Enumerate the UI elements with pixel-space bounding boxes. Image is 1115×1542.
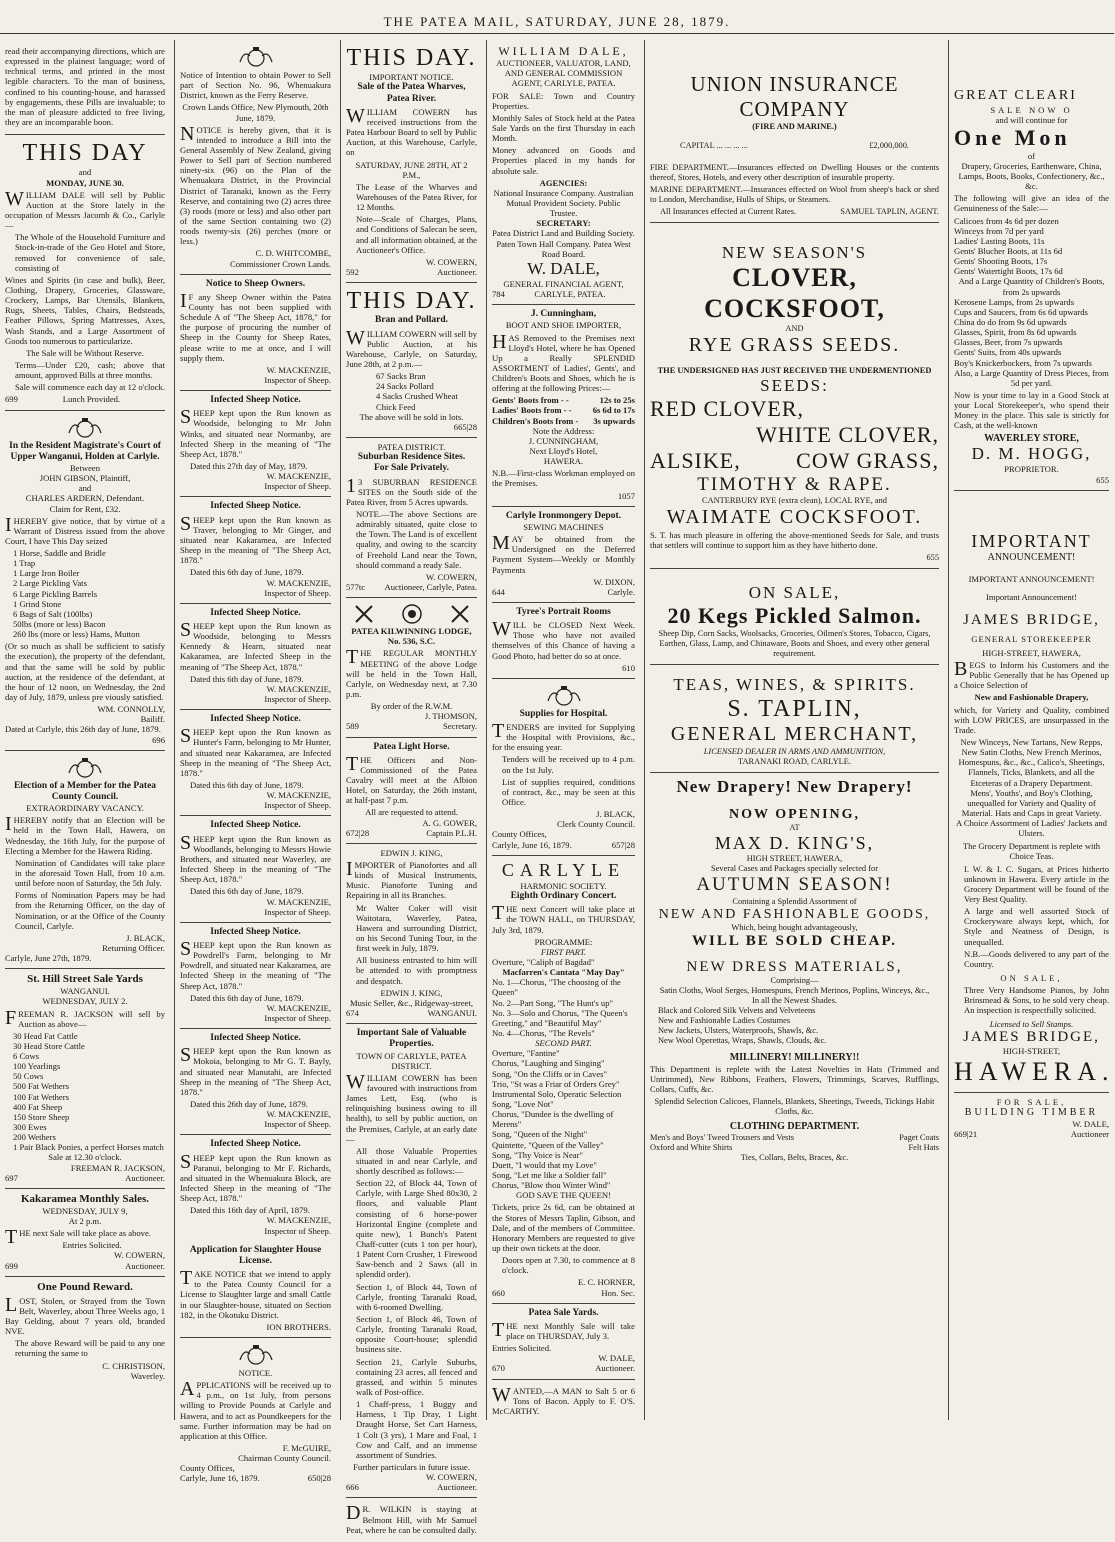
- sthill-items: [5, 1031, 165, 1153]
- notice-date: Dated this 6th day of June, 1879.: [190, 780, 304, 791]
- infected-sheep-notice: [180, 923, 331, 1029]
- column-6: [948, 40, 1114, 1420]
- column-4: [486, 40, 640, 1420]
- pills-ad: read their accompanying directions, which are expressed in the plainest language; word of technical terms, and printed in the most legible characters. To the man of business, confined to his counting-house, and harassed by engagements, these Pills are invaluable; to the man of pleasure addicted to free living, they are an incomparable boon.: [5, 40, 165, 135]
- column-3: [340, 40, 482, 1535]
- notice-title: Infected Sheep Notice.: [210, 395, 301, 406]
- list-item: Overture, "Fantine": [492, 1048, 560, 1059]
- list-item: 67 Sacks Bran: [376, 371, 426, 382]
- list-item: 30 Head Store Cattle: [13, 1040, 85, 1051]
- infected-sheep-notice: [180, 710, 331, 816]
- velvets-list: [650, 1006, 939, 1046]
- inspector-name: W. MACKENZIE,: [266, 683, 331, 694]
- list-item: Ladies' Lasting Boots, 11s: [954, 235, 1045, 246]
- price-value: 3s upwards: [593, 415, 635, 426]
- dale-ad: WILLIAM DALE, AUCTIONEER, VALUATOR, LAND, AND GENERAL COMMISSION AGENT, CARLYLE, PATEA. FOR SALE: Town and Country Properties. Monthly Sales of Stock held at the Patea Sale Yards on the first Thursday in each Month. Money advanced on Goods and Properties placed in my hands for absolute sale. AGENCIES: National Insurance Company. Australian Mutual Provident Society. Public Trustee. SECRETARY: Patea District Land and Building Society. Paten Town Hall Company. Patea West Road Board. W. DALE, GENERAL FINANCIAL AGENT, 784 CARLYLE, PATEA.: [492, 40, 635, 305]
- price-item: Ladies' Boots from - -: [492, 405, 572, 416]
- list-item: Black and Colored Silk Velvets and Velveteens: [658, 1006, 816, 1016]
- tyree-ad: Tyree's Portrait Rooms WILL be CLOSED Next Week. Those who have not availed themselves of this Chance of having a Good Photo, had better do so at once. 610: [492, 603, 635, 679]
- list-item: Section 1, of Block 44, Town of Carlyle, fronting Taranaki Road, with 6-roomed Dwelling.: [356, 1281, 477, 1312]
- list-item: Section 22, of Block 44, Town of Carlyle, with Large Shed 80x30, 2 floors, and valuable Plant consisting of 6 horse-power Horizontal Engine (complete and quite new), 1 Bunch's Patent Chaff-cutter (cuts 1 ton per hour), 1 Patent Corn Crusher, 1 Firewood Saw-bench and 2 Saws (all in splendid order).: [356, 1178, 477, 1280]
- notice-title: Infected Sheep Notice.: [210, 501, 301, 512]
- property-sections: [346, 1178, 477, 1397]
- list-item: New and Fashionable Ladies Costumes: [658, 1015, 791, 1025]
- list-item: China do do from 9s 6d upwards: [954, 317, 1067, 327]
- clearance-prices-2: [954, 297, 1109, 368]
- infected-sheep-notice: [180, 497, 331, 603]
- kings-drapery-ad: New Drapery! New Drapery! NOW OPENING, AT MAX D. KING'S, HIGH STREET, HAWERA, Several Cases and Packages specially selected for AUTUMN SEASON! Containing a Splendid Assortment of NEW AND FASHIONABLE GOODS, Which, being bought advantageously, WILL BE SOLD CHEAP. NEW DRESS MATERIALS, Comprising— Satin Cloths, Wool Serges, Homespuns, French Merinos, Poplins, Winceys, &c., In all the Newest Shades. Black and Colored Silk Velvets and Velveteens New and Fashionable Ladies Costumes New Jackets, Ulsters, Waterproofs, Shawls, &c. New Wool Operettas, Wraps, Shawls, Clouds, &c. MILLINERY! MILLINERY!! This Department is replete with the Latest Novelties in Hats (Trimmed and Untrimmed), New Ribbons, Feathers, Flowers, Trimmings, Scarves, Rufflings, Collars, Cuffs, &c. Splendid Selection Calicoes, Flannels, Blankets, Sheetings, Tweeds, Tickings Habit Cloths, &c. CLOTHING DEPARTMENT. Men's and Boys' Tweed Trousers and Vests Paget Coats Oxford and White Shirts Felt Hats Ties, Collars, Belts, Braces, &c.: [650, 776, 939, 1162]
- ferry-ad: Notice of Intention to obtain Power to Sell part of Section No. 96, Whenuakura District, known as the Ferry Reserve. Crown Lands Office, New Plymouth, 20th June, 1879. NOTICE is hereby given, that it is intended to introduce a Bill into the General Assembly of New Zealand, giving Power to Sell part of Section numbered ninety-six (96) on the Plan of the Whenuakura District, in the Provincial District of Taranaki, known as the Ferry Reserve, and containing two (2) acres three (3) roods (more or less) and also other part of the same Section containing two (2) roods twenty-six (26) perches (more or less.) C. D. WHITCOMBE, Commissioner Crown Lands.: [180, 40, 331, 275]
- notice-title: Infected Sheep Notice.: [210, 607, 301, 618]
- list-item: Section 21, Carlyle Suburbs, containing 23 acres, all fenced and grassed, and within 5 minutes walk of Post-office.: [356, 1356, 477, 1398]
- wharves-ad: THIS DAY. IMPORTANT NOTICE. Sale of the Patea Wharves, Patea River. WILLIAM COWERN has received instructions from the Patea Harbour Board to sell by Public Auction, at this Warehouse, Carlyle, on SATURDAY, JUNE 28TH, AT 2 P.M., The Lease of the Wharves and Warehouses of the Patea River, for 12 Months. Note—Scale of Charges, Plans, and Conditions of Salecan be seen, and all information obtained, at the Auctioneer's Office. W. COWERN, 592 Auctioneer.: [346, 40, 477, 283]
- wilkin-ad: DR. WILKIN is staying at Belmont Hill, with Mr Samuel Peat, where he can be consulted daily.: [346, 1502, 477, 1535]
- bran-items: [346, 371, 477, 412]
- list-item: No. 1—Chorus, "The choosing of the Queen": [492, 977, 621, 998]
- inspector-role: Inspector of Sheep.: [264, 481, 331, 492]
- kakaramea-ad: Kakaramea Monthly Sales. WEDNESDAY, JULY 9, At 2 p.m. THE next Sale will take place as above. Entries Solicited. W. COWERN, 699 Auctioneer.: [5, 1189, 165, 1277]
- court-ad: In the Resident Magistrate's Court of Upper Wanganui, Holden at Carlyle. Between JOHN GIBSON, Plaintiff, and CHARLES ARDERN, Defendant. Claim for Rent, £32. IHEREBY give notice, that by virtue of a Warrant of Distress issued from the above Court, I have This Day seized 1 Horse, Saddle and Bridle 1 Trap 1 Large Iron Boiler 2 Large Pickling Vats 6 Large Pickling Barrels 1 Grind Stone 6 Bags of Salt (100lbs) 50lbs (more or less) Bacon 260 lbs (more or less) Hams, Mutton (Or so much as shall be sufficient to satisfy the execution), the property of the defendant, and that the same will be sold by public auction, at the residence of the defendant, at the hour of 12 noon, on Wednesday, the 2nd day of July, 1879, unless pre viously satisfied. WM. CONNOLLY, Bailiff. Dated at Carlyle, this 26th day of June, 1879. 696: [5, 411, 165, 751]
- notice-title: Infected Sheep Notice.: [210, 1033, 301, 1044]
- notice-title: Infected Sheep Notice.: [210, 820, 301, 831]
- pound-notice-ad: NOTICE. APPLICATIONS will be received up to 4 p.m., on 1st July, from persons willing to Provide Pounds at Carlyle and Hawera, and to act as Poundkeepers for the same. Further information may be had on application at this Office. F. McGUIRE, Chairman County Council. County Offices, Carlyle, June 16, 1879. 650|28: [180, 1338, 331, 1489]
- list-item: 24 Sacks Pollard: [376, 381, 434, 392]
- list-item: 6 Cows: [13, 1051, 40, 1062]
- list-item: 400 Fat Sheep: [13, 1101, 63, 1112]
- notice-body: SHEEP kept upon the Run known as Woodside, belonging to Messrs Kennedy & Hearn, situated near Kakaramea, are Infected Sheep in the meaning of "The Sheep Act, 1878.": [180, 619, 331, 672]
- notice-body: SHEEP kept upon the Run known as Woodlands, belonging to Messrs Howie Brothers, and situated near Waverley, are Infected Sheep in the meaning of "The Sheep Act, 1878.": [180, 831, 331, 885]
- column-1: [0, 40, 170, 1420]
- list-item: 500 Fat Wethers: [13, 1081, 69, 1092]
- royal-crest-icon: [236, 1344, 276, 1366]
- list-item: 1 Pair Black Ponies, a perfect Horses match: [13, 1142, 164, 1153]
- list-item: 6 Large Pickling Barrels: [13, 588, 98, 599]
- list-item: Boy's Knickerbockers, from 7s upwards: [954, 357, 1092, 368]
- list-item: 100 Fat Wethers: [13, 1091, 69, 1102]
- programme-part-2: [492, 1048, 635, 1190]
- list-item: 260 lbs (more or less) Hams, Mutton: [13, 629, 140, 640]
- election-ad: Election of a Member for the Patea County Council. EXTRAORDINARY VACANCY. IHEREBY notify that an Election will be held in the Town Hall, Hawera, on Wednesday, the 16th July, for the purpose of Electing a Member for the Hawera Riding. Nomination of Candidates will take place in the aforesaid Town Hall, from 10 a.m. until before noon of Saturday, the 5th July. Forms of Nomination Papers may be had from the Returning Officer, on the day of Nomination, or at the Office of the County Council, Carlyle. J. BLACK, Returning Officer. Carlyle, June 27th, 1879.: [5, 751, 165, 970]
- notice-date: Dated this 6th day of June, 1879.: [190, 886, 304, 897]
- list-item: Glasses, Beer, from 7s upwards: [954, 337, 1063, 348]
- sale-ad: THIS DAY and MONDAY, JUNE 30. WILLIAM DALE will sell by Public Auction at the Store lately in the occupation of Messrs Jacomb & Co., Carlyle— The Whole of the Household Furniture and Stock-in-trade of the Geo Hotel and Store, removed for convenience of sale, consisting of Wines and Spirits (in case and bulk), Beer, Clothing, Drapery, Groceries, Glassware, Crockery, Lamps, Bar Utensils, Blankets, Rugs, Sheets, Tables, Chairs, Bedsteads, Feather Pillows, Spring Mattresses, Axes, Wash Stands, and a Large Assortment of Goods too numerous to particularize. The Sale will be Without Reserve. Terms—Under £20, cash; above that amount, approved Bills at three months. Sale will commence each day at 12 o'clock. 699 Lunch Provided.: [5, 135, 165, 410]
- list-item: 6 Bags of Salt (100lbs): [13, 608, 93, 619]
- infected-sheep-notice: [180, 604, 331, 710]
- infected-sheep-notice: [180, 391, 331, 497]
- list-item: No. 2—Part Song, "The Hunt's up": [492, 997, 613, 1008]
- sthill-ad: St. Hill Street Sale Yards WANGANUI. WEDNESDAY, JULY 2. FREEMAN R. JACKSON will sell by Auction as above— 30 Head Fat Cattle 30 Head Store Cattle 6 Cows 100 Yearlings 50 Cows 500 Fat Wethers 100 Fat Wethers 400 Fat Sheep 150 Store Sheep 300 Ewes 200 Wethers 1 Pair Black Ponies, a perfect Horses match Sale at 12.30 o'clock. FREEMAN R. JACKSON, 697 Auctioneer.: [5, 969, 165, 1189]
- notice-date: Dated this 6th day of June, 1879.: [190, 567, 304, 578]
- masthead: THE PATEA MAIL, SATURDAY, JUNE 28, 1879.: [0, 0, 1114, 34]
- timber-ad: FOR SALE, BUILDING TIMBER W. DALE, 669|21 Auctioneer: [954, 1097, 1109, 1140]
- list-item: 150 Store Sheep: [13, 1111, 70, 1122]
- inspector-role: Inspector of Sheep.: [264, 587, 331, 598]
- list-item: Duett, "I would that my Love": [492, 1159, 597, 1170]
- list-item: Trio, "St was a Friar of Orders Grey": [492, 1078, 620, 1089]
- notice-date: Dated this 16th day of April, 1879.: [190, 1205, 310, 1216]
- masonic-emblem-icon: [352, 602, 472, 626]
- notice-body: SHEEP kept upon the Run known as Traver, belonging to Mr Ginger, and situated near Kakaramea, are Infected Sheep in the meaning of "The Sheep Act, 1878.": [180, 512, 331, 566]
- list-item: 50 Cows: [13, 1071, 44, 1082]
- wanted-ad: WANTED,—A MAN to Salt 5 or 6 Tons of Bacon. Apply to F. O'S. McCARTHY.: [492, 1383, 635, 1416]
- list-item: Cups and Saucers, from 6s 6d upwards: [954, 306, 1088, 317]
- price-item: Gents' Boots from - -: [492, 395, 569, 406]
- bridge-ad: IMPORTANT ANNOUNCEMENT! IMPORTANT ANNOUNCEMENT! Important Announcement! JAMES BRIDGE, GENERAL STOREKEEPER HIGH-STREET, HAWERA, BEGS to Inform his Customers and the Public Generally that he has Opened up a Choice Selection of New and Fashionable Drapery, which, for Variety and Quality, combined with LOW PRICES, are unsurpassed in the Trade. New Winceys, New Tartans, New Repps, New Satin Cloths, New French Merinos, Homespuns, &c., &c., Calico's, Sheetings, Flannels, Ticks, Blankets, and all the Etceteras of a Drapery Department. Mens', Youths', and Boy's Clothing, unequalled for Variety and Quality of Material. Hats and Caps in great Variety. A Choice Assortment of Ladies' Jackets and Ulsters. The Grocery Department is replete with Choice Teas. I. W. & I. C. Sugars, at Prices hitherto unknown in Hawera. Every article in the Grocery Department will be found of the Very Best Quality. A large and well assorted Stock of Crockeryware always kept, which, for Style and Neatness of Design, is unequalled. N.B.—Goods delivered to any part of the Country. ON SALE, Three Very Handsome Pianos, by John Brinsmead & Sons, to be sold very cheap. An inspection is respectfully solicited. Licensed to Sell Stamps. JAMES BRIDGE, HIGH-STREET, HAWERA.: [954, 491, 1109, 1094]
- column-5: [644, 40, 944, 1420]
- inspector-role: Inspector of Sheep.: [264, 693, 331, 704]
- list-item: 1 Trap: [13, 558, 36, 569]
- notice-body: SHEEP kept upon the Run known as Hunter's Farm, belonging to Mr Hunter, and situated near Kakaramea, are Infected Sheep in the meaning of "The Sheep Act, 1878.": [180, 725, 331, 778]
- list-item: 1 Large Iron Boiler: [13, 568, 80, 579]
- clearance-ad: GREAT CLEARI SALE NOW O and will continue for One Mon of Drapery, Groceries, Earthenware, China, Lamps, Boots, Books, Confectionery, &c., &c. The following will give an idea of the Genuineness of the Sale:— Calicoes from 4s 6d per dozen Winceys from 7d per yard Ladies' Lasting Boots, 11s Gents' Blucher Boots, at 11s 6d Gents' Shooting Boots, 17s Gents' Watertight Boots, 17s 6d And a Large Quantity of Children's Boots, from 2s upwards Kerosene Lamps, from 2s upwards Cups and Saucers, from 6s 6d upwards China do do from 9s 6d upwards Glasses, Spirit, from 8s 6d upwards Glasses, Beer, from 7s upwards Gents' Suits, from 40s upwards Boy's Knickerbockers, from 7s upwards Also, a Large Quantity of Dress Pieces, from 5d per yard. Now is your time to lay in a Good Stock at your Local Storekeeper's, who spend their Money in the place. This sale is strictly for Cash, at the well-known WAVERLEY STORE, D. M. HOGG, PROPRIETOR. 655: [954, 40, 1109, 491]
- infected-sheep-notice: [180, 816, 331, 922]
- list-item: 2 Large Pickling Vats: [13, 578, 87, 589]
- lighthorse-ad: Patea Light Horse. THE Officers and Non-Commissioned of the Patea Cavalry will meet at the Albion Hotel, on Saturday, the 26th instant, at half-past 7 p.m. All are requested to attend. A. G. GOWER, 672|28 Captain P.L.H.: [346, 738, 477, 844]
- bran-ad: THIS DAY. Bran and Pollard. WILLIAM COWERN will sell by Public Auction, at his Warehouse, Carlyle, on Saturday, June 28th, at 2 p.m.— 67 Sacks Bran 24 Sacks Pollard 4 Sacks Crushed Wheat Chick Feed The above will be sold in lots. 665|28: [346, 283, 477, 438]
- list-item: 300 Ewes: [13, 1122, 47, 1133]
- notice-body: SHEEP kept upon the Run known as Mokoia, belonging to Mr G. T. Bayly, and situated near Manutahi, are Infected Sheep in the meaning of "The Sheep Act, 1878.": [180, 1044, 331, 1097]
- list-item: Winceys from 7d per yard: [954, 225, 1044, 236]
- hospital-ad: Supplies for Hospital. TENDERS are invited for Supplying the Hospital with Provisions, &c., for the ensuing year. Tenders will be received up to 4 p.m. on the 1st July. List of supplies required, conditions of contract, &c., may be seen at this Office. J. BLACK, Clerk County Council. County Offices, Carlyle, June 16, 1879. 657|28: [492, 679, 635, 856]
- price-row: [492, 416, 635, 426]
- notice-title: Infected Sheep Notice.: [210, 714, 301, 725]
- price-row: [492, 405, 635, 415]
- notice-date: Dated this 6th day of June, 1879.: [190, 992, 304, 1003]
- list-item: New Jackets, Ulsters, Waterproofs, Shawls, &c.: [658, 1025, 819, 1035]
- list-item: Kerosene Lamps, from 2s upwards: [954, 296, 1075, 307]
- inspector-role: Inspector of Sheep.: [264, 800, 331, 811]
- list-item: Song, "Thy Voice is Near": [492, 1149, 583, 1160]
- list-item: 100 Yearlings: [13, 1061, 61, 1072]
- list-item: New Wool Operettas, Wraps, Shawls, Clouds, &c.: [658, 1035, 827, 1045]
- price-item: Children's Boots from -: [492, 415, 579, 426]
- inspector-name: W. MACKENZIE,: [266, 790, 331, 801]
- notice-body: SHEEP kept upon the Run known as Woodside, belonging to Mr John Winks, and situated near Normanby, are Infected Sheep in the meaning of "The Sheep Act, 1878.": [180, 406, 331, 459]
- list-item: Chorus, "Blow thou Winter Wind": [492, 1180, 611, 1191]
- programme-part-1: [492, 977, 635, 1038]
- slaughter-ad: Application for Slaughter House License. TAKE NOTICE that we intend to apply to the Patea County Council for a License to Slaughter large and small Cattle in our Slaughter-house, situated on Section 182, in the Okotuku District. ION BROTHERS.: [180, 1241, 331, 1338]
- notice-body: SHEEP kept upon the Run known as Paranui, belonging to Mr F. Richards, and situated in the Whenuakura Block, are Infected Sheep in the meaning of "The Sheep Act, 1878.": [180, 1150, 331, 1204]
- list-item: Calicoes from 4s 6d per dozen: [954, 215, 1059, 226]
- list-item: Gents' Watertight Boots, 17s 6d: [954, 266, 1063, 277]
- royal-crest-icon: [236, 46, 276, 68]
- sheepowners-ad: Notice to Sheep Owners. IF any Sheep Owner within the Patea County has not been supplied with Schedule A of "The Sheep Act, 1878," for the purpose of procuring the number of Sheep in the County for Sheep Rates, please write to me at once, and I will supply them. W. MACKENZIE, Inspector of Sheep.: [180, 275, 331, 391]
- court-items: [5, 548, 165, 639]
- inspector-name: W. MACKENZIE,: [266, 896, 331, 907]
- list-item: Gents' Suits, from 40s upwards: [954, 347, 1062, 358]
- inspector-name: W. MACKENZIE,: [266, 1215, 331, 1226]
- royal-crest-icon: [65, 417, 105, 439]
- yards-ad: Patea Sale Yards. THE next Monthly Sale will take place on THURSDAY, July 3. Entries Solicited. W. DALE, 670 Auctioneer.: [492, 1304, 635, 1380]
- inspector-name: W. MACKENZIE,: [266, 471, 331, 482]
- inspector-role: Inspector of Sheep.: [264, 906, 331, 917]
- cunningham-ad: J. Cunningham, BOOT AND SHOE IMPORTER, HAS Removed to the Premises next Lloyd's Hotel, where he has Opened Up a Really SPLENDID ASSORTMENT of Ladies', Gents', and Children's Boots and Shoes, which he is offering at the following Prices:— Gents' Boots from - - 12s to 25s Ladies' Boots from - - 6s 6d to 17s Children's Boots from - 3s upwards Note the Address: J. CUNNINGHAM, Next Lloyd's Hotel, HAWERA. N.B.—First-class Workman employed on the Premises. 1057: [492, 305, 635, 507]
- list-item: 50lbs (more or less) Bacon: [13, 619, 106, 630]
- inspector-name: W. MACKENZIE,: [266, 1109, 331, 1120]
- list-item: Gents' Shooting Boots, 17s: [954, 256, 1048, 267]
- price-value: 12s to 25s: [599, 395, 635, 406]
- inspector-role: Inspector of Sheep.: [264, 1225, 331, 1236]
- list-item: 1 Horse, Saddle and Bridle: [13, 548, 106, 559]
- infected-sheep-notice: [180, 1135, 331, 1240]
- list-item: 30 Head Fat Cattle: [13, 1030, 78, 1041]
- boot-prices: [492, 395, 635, 425]
- list-item: Song, "Love Not": [492, 1098, 554, 1109]
- list-item: Chorus, "Dundee is the dwelling of Merens": [492, 1109, 614, 1130]
- notice-title: Infected Sheep Notice.: [210, 926, 301, 937]
- reward-ad: One Pound Reward. LOST, Stolen, or Strayed from the Town Belt, Waverley, about Three Weeks ago, 1 Bay Gelding, about 7 years old, branded NVE. The above Reward will be paid to any one returning the same to C. CHRISTISON, Waverley.: [5, 1280, 165, 1381]
- infected-notices: [180, 391, 331, 1241]
- notice-date: Dated this 6th day of June, 1879.: [190, 673, 304, 684]
- notice-date: Dated this 26th day of June, 1879.: [190, 1099, 308, 1110]
- list-item: Gents' Blucher Boots, at 11s 6d: [954, 246, 1063, 257]
- list-item: No. 3—Solo and Chorus, "The Queen's Greeting," and "Beautiful May": [492, 1007, 628, 1028]
- inspector-role: Inspector of Sheep.: [264, 1119, 331, 1130]
- price-row: [492, 395, 635, 405]
- lodge-ad: PATEA KILWINNING LODGE, No. 536, S.C. THE REGULAR MONTHLY MEETING of the above Lodge will be held in the Town Hall, Carlyle, on Wednesday next, at 7.30 p.m. By order of the R.W.M. J. THOMSON, 589 Secretary.: [346, 598, 477, 737]
- list-item: Section 1, of Block 46, Town of Carlyle, fronting Taranaki Road, opposite Court-house; splendid business site.: [356, 1314, 477, 1355]
- harmonic-ad: CARLYLE HARMONIC SOCIETY. Eighth Ordinary Concert. THE next Concert will take place at the TOWN HALL, on THURSDAY, July 3rd, 1879. PROGRAMME: FIRST PART. Overture, "Caliph of Bagdad" Macfarren's Cantata "May Day" No. 1—Chorus, "The choosing of the Queen" No. 2—Part Song, "The Hunt's up" No. 3—Solo and Chorus, "The Queen's Greeting," and "Beautiful May" No. 4—Chorus, "The Revels" SECOND PART. Overture, "Fantine" Chorus, "Laughing and Singing" Song, "On the Cliffs or in Caves" Trio, "St was a Friar of Orders Grey" Instrumental Solo, Operatic Selection Song, "Love Not" Chorus, "Dundee is the dwelling of Merens" Song, "Queen of the Night" Quintette, "Queen of the Valley" Song, "Thy Voice is Near" Duett, "I would that my Love" Song, "Let me like a Soldier fall" Chorus, "Blow thou Winter Wind" GOD SAVE THE QUEEN! Tickets, price 2s 6d, can be obtained at the Stores of Messrs Taplin, Gibson, and Dale, and of the members of Committee. Honorary Members are requested to give up their own tickets at the door. Doors open at 7.30, to commence at 8 o'clock. E. C. HORNER, 660 Hon. Sec.: [492, 856, 635, 1304]
- notice-title: Infected Sheep Notice.: [210, 1139, 301, 1150]
- clearance-prices: [954, 216, 1109, 277]
- king-ad: EDWIN J. KING, IMPORTER of Pianofortes and all kinds of Musical Instruments, Music. Pianoforte Tuning and Repairing in all its Branches. Mr Walter Coker will visit Waitotara, Waverley, Patea, Hawera and surrounding District, on his Second Tuning Tour, in the first week in July, 1879. All business entrusted to him will be attended to with promptness and despatch. EDWIN J. KING, Music Seller, &c., Ridgeway-street, 674 WANGANUI.: [346, 844, 477, 1024]
- taplin-ad: TEAS, WINES, & SPIRITS. S. TAPLIN, GENERAL MERCHANT, LICENSED DEALER IN ARMS AND AMMUNITION, TARANAKI ROAD, CARLYLE.: [650, 665, 939, 773]
- royal-crest-icon: [544, 685, 584, 707]
- inspector-name: W. MACKENZIE,: [266, 1002, 331, 1013]
- column-2: [174, 40, 336, 1484]
- list-item: Instrumental Solo, Operatic Selection: [492, 1088, 622, 1099]
- suburban-ad: PATEA DISTRICT. Suburban Residence Sites. For Sale Privately. 13 SUBURBAN RESIDENCE SITES on the South side of the Patea River, from 5 Acres upwards. NOTE.—The above Sections are admirably situated, quite close to the Town. The Land is of excellent quality, and owing to the scarcity of Freehold Land near the Town, should command a ready Sale. W. COWERN, 577tc Auctioneer, Carlyle, Patea.: [346, 438, 477, 598]
- list-item: No. 4—Chorus, "The Revels": [492, 1028, 595, 1038]
- seeds-ad: NEW SEASON'S CLOVER, COCKSFOOT, AND RYE GRASS SEEDS. THE UNDERSIGNED HAS JUST RECEIVED THE UNDERMENTIONED SEEDS: RED CLOVER, WHITE CLOVER, ALSIKE, COW GRASS, TIMOTHY & RAPE. CANTERBURY RYE (extra clean), LOCAL RYE, and WAIMATE COCKSFOOT. S. T. has much pleasure in offering the above-mentioned Seeds for Sale, and trusts that settlers will continue to support him as they have hitherto done. 655: [650, 223, 939, 569]
- properties-ad: Important Sale of Valuable Properties. TOWN OF CARLYLE, PATEA DISTRICT. WILLIAM COWERN has been favoured with instructions from James Lett, Esq. (who is relinquishing business owing to ill health), to sell by public auction, on the Premises, Carlyle, at an early date— All those Valuable Properties situated in and near Carlyle, and shortly described as follows:— Section 22, of Block 44, Town of Carlyle, with Large Shed 80x30, 2 floors, and valuable Plant consisting of 6 horse-power Horizontal Engine (complete and quite new), 1 Bunch's Patent Chaff-cutter (cuts 1 ton per hour), 1 Patent Corn Crusher, 1 Firewood Saw-bench and 2 Saws (all in splendid order). Section 1, of Block 44, Town of Carlyle, fronting Taranaki Road, with 6-roomed Dwelling. Section 1, of Block 46, Town of Carlyle, fronting Taranaki Road, opposite Court-house; splendid business site. Section 21, Carlyle Suburbs, containing 23 acres, all fenced and grassed, and within 5 minutes walk of Post-office. 1 Chaff-press, 1 Buggy and Harness, 1 Tip Dray, 1 Light Draught Horse, Set Cart Harness, 1 Colt (3 yrs), 1 Mare and Foal, 1 Cow and Calf, and an immense assortment of Sundries. Further particulars in future issue. W. COWERN, 666 Auctioneer.: [346, 1024, 477, 1498]
- list-item: Song, "Let me like a Soldier fall": [492, 1169, 607, 1180]
- list-item: 4 Sacks Crushed Wheat: [376, 391, 458, 402]
- infected-sheep-notice: [180, 1029, 331, 1135]
- price-value: 6s 6d to 17s: [592, 405, 635, 416]
- inspector-name: W. MACKENZIE,: [266, 577, 331, 588]
- royal-crest-icon: [65, 757, 105, 779]
- list-item: Quintette, "Queen of the Valley": [492, 1139, 604, 1150]
- list-item: Song, "Queen of the Night": [492, 1129, 588, 1140]
- list-item: 200 Wethers: [13, 1132, 56, 1143]
- list-item: Glasses, Spirit, from 8s 6d upwards: [954, 327, 1077, 338]
- notice-body: SHEEP kept upon the Run known as Powdrell's Farm, belonging to Mr Powdrell, and situated near Kakaramea, are Infected Sheep in the meaning of "The Sheep Act, 1878.": [180, 937, 331, 991]
- ironmongery-ad: Carlyle Ironmongery Depot. SEWING MACHINES MAY be obtained from the Undersigned on the Deferred Payment System—Weekly or Monthly Payments W. DIXON, 644 Carlyle.: [492, 507, 635, 603]
- list-item: Chorus, "Laughing and Singing": [492, 1058, 605, 1069]
- list-item: Song, "On the Cliffs or in Caves": [492, 1068, 607, 1079]
- list-item: 1 Grind Stone: [13, 598, 62, 609]
- list-item: Chick Feed: [376, 401, 416, 412]
- notice-date: Dated this 27th day of May, 1879.: [190, 461, 308, 472]
- inspector-role: Inspector of Sheep.: [264, 1012, 331, 1023]
- salmon-ad: ON SALE, 20 Kegs Pickled Salmon. Sheep Dip, Corn Sacks, Woolsacks, Groceries, Oilmen's Stores, Tobacco, Cigars, Earthen, Glass, Lamp, and Chinaware, Boots and Shoes, and every other general requirement.: [650, 569, 939, 665]
- union-insurance-ad: UNION INSURANCE COMPANY (FIRE AND MARINE.) CAPITAL ... ... ... ... £2,000,000. FIRE DEPARTMENT.—Insurances effected on Dwelling Houses or the contents thereof, Stores, Hotels, and every other description of insurable property. MARINE DEPARTMENT.—Insurances effected on Wool from sheep's back or shed to London, Merchandise, Hulls of Ships, or Steamers. All Insurances effected at Current Rates. SAMUEL TAPLIN, AGENT.: [650, 40, 939, 223]
